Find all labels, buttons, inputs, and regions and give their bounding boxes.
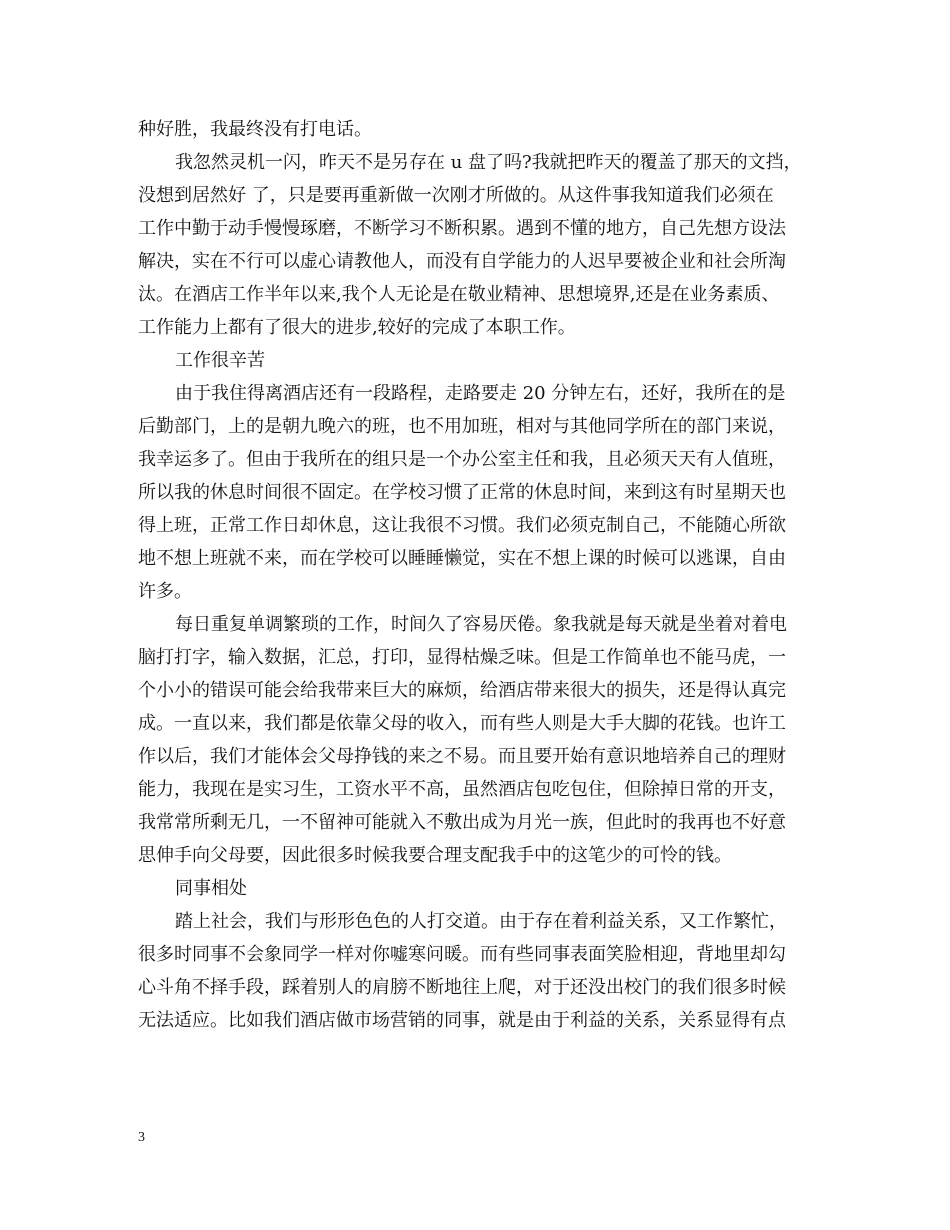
text-line: 能力，我现在是实习生，工资水平不高，虽然酒店包吃包住，但除掉日常的开支， xyxy=(138,779,786,800)
text-line: 所以我的休息时间很不固定。在学校习惯了正常的休息时间，来到这有时星期天也 xyxy=(138,482,786,503)
text-line: 我常常所剩无几，一不留神可能就入不敷出成为月光一族，但此时的我再也不好意 xyxy=(138,812,786,833)
text-line: 工作很辛苦 xyxy=(175,350,265,371)
page-number: 3 xyxy=(138,1130,145,1145)
text-line: 个小小的错误可能会给我带来巨大的麻烦，给酒店带来很大的损失，还是得认真完 xyxy=(138,680,786,701)
text-line: 很多时同事不会象同学一样对你嘘寒问暖。而有些同事表面笑脸相迎，背地里却勾 xyxy=(138,944,786,965)
text-line: 脑打打字，输入数据，汇总，打印，显得枯燥乏味。但是工作简单也不能马虎，一 xyxy=(138,647,786,668)
text-line: 得上班，正常工作日却休息，这让我很不习惯。我们必须克制自己，不能随心所欲 xyxy=(138,515,786,536)
text-line: 由于我住得离酒店还有一段路程，走路要走 20 分钟左右，还好，我所在的是 xyxy=(175,383,786,404)
text-line: 思伸手向父母要，因此很多时候我要合理支配我手中的这笔少的可怜的钱。 xyxy=(138,845,732,866)
text-line: 种好胜，我最终没有打电话。 xyxy=(138,119,372,140)
text-line: 我幸运多了。但由于我所在的组只是一个办公室主任和我，且必须天天有人值班， xyxy=(138,449,786,470)
text-line: 解决，实在不行可以虚心请教他人，而没有自学能力的人迟早要被企业和社会所淘 xyxy=(138,251,786,272)
text-line: 后勤部门，上的是朝九晚六的班，也不用加班，相对与其他同学所在的部门来说， xyxy=(138,416,786,437)
text-line: 成。一直以来，我们都是依靠父母的收入，而有些人则是大手大脚的花钱。也许工 xyxy=(138,713,786,734)
text-line: 踏上社会，我们与形形色色的人打交道。由于存在着利益关系，又工作繁忙， xyxy=(175,911,787,932)
text-line: 工作能力上都有了很大的进步,较好的完成了本职工作。 xyxy=(138,317,576,338)
text-line: 作以后，我们才能体会父母挣钱的来之不易。而且要开始有意识地培养自己的理财 xyxy=(138,746,786,767)
document-body xyxy=(138,113,838,1037)
text-line: 每日重复单调繁琐的工作，时间久了容易厌倦。象我就是每天就是坐着对着电 xyxy=(175,614,787,635)
text-line: 同事相处 xyxy=(175,878,247,899)
text-line: 我忽然灵机一闪，昨天不是另存在 u 盘了吗?我就把昨天的覆盖了那天的文挡， xyxy=(175,152,802,173)
text-line: 无法适应。比如我们酒店做市场营销的同事，就是由于利益的关系，关系显得有点 xyxy=(138,1010,786,1031)
text-line: 心斗角不择手段，踩着别人的肩膀不断地往上爬，对于还没出校门的我们很多时候 xyxy=(138,977,786,998)
text-line: 许多。 xyxy=(138,581,192,602)
text-line: 汰。在酒店工作半年以来,我个人无论是在敬业精神、思想境界,还是在业务素质、 xyxy=(138,284,780,305)
text-line: 没想到居然好 了，只是要再重新做一次刚才所做的。从这件事我知道我们必须在 xyxy=(138,185,774,206)
text-line: 工作中勤于动手慢慢琢磨，不断学习不断积累。遇到不懂的地方，自己先想方设法 xyxy=(138,218,786,239)
text-line: 地不想上班就不来，而在学校可以睡睡懒觉，实在不想上课的时候可以逃课，自由 xyxy=(138,548,786,569)
